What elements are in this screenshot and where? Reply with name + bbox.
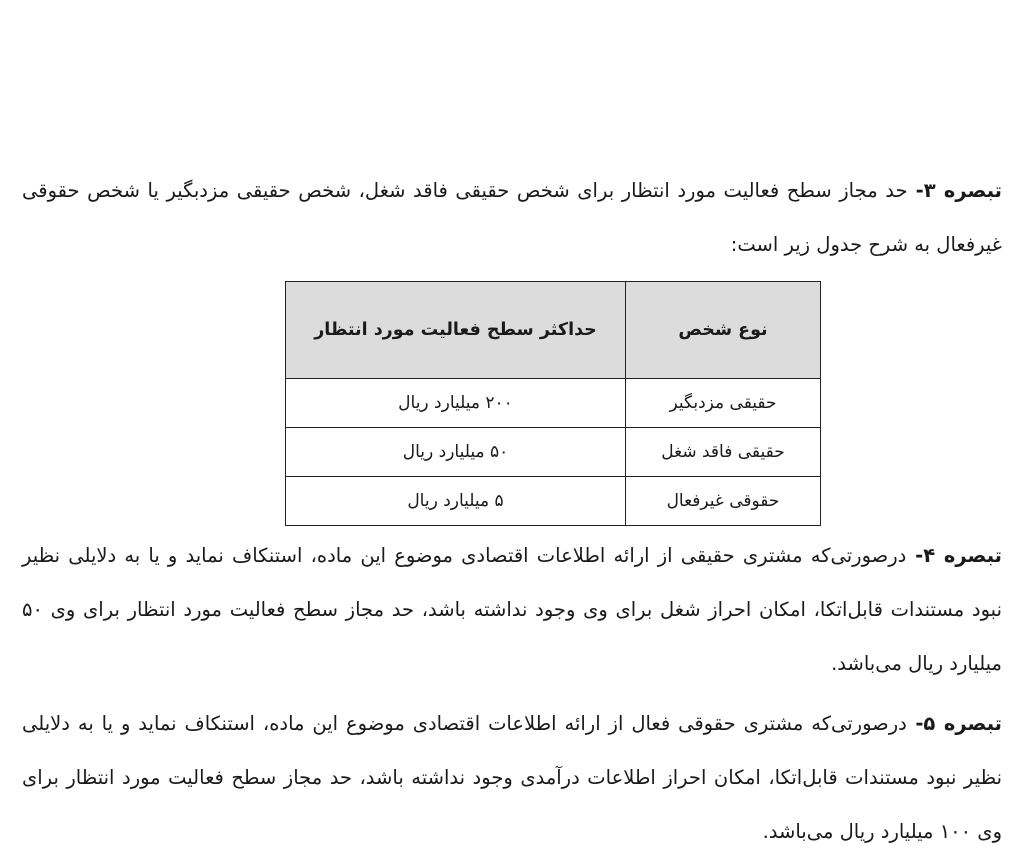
cell-max-level: ۲۰۰ میلیارد ریال	[286, 379, 626, 428]
table-row	[286, 477, 821, 526]
note-3-paragraph	[22, 164, 1002, 272]
header-max-level: حداکثر سطح فعالیت مورد انتظار	[286, 282, 626, 379]
note-4-text: درصورتی‌که مشتری حقیقی از ارائه اطلاعات اقتصادی موضوع این ماده، استنکاف نماید و یا به دلایلی نظیر نبود مستندات قابل‌اتکا، امکان احراز شغل برای وی وجود نداشته باشد، حد مجاز سطح فعالیت مورد انتظار برای وی ۵۰ میلیارد ریال می‌باشد.	[22, 544, 1002, 675]
note-5-text: درصورتی‌که مشتری حقوقی فعال از ارائه اطلاعات اقتصادی موضوع این ماده، استنکاف نماید و یا به دلایلی نظیر نبود مستندات قابل‌اتکا، امکان احراز اطلاعات درآمدی وجود نداشته باشد، حد مجاز سطح فعالیت مورد انتظار برای وی ۱۰۰ میلیارد ریال می‌باشد.	[22, 712, 1002, 843]
cell-max-level: ۵۰ میلیارد ریال	[286, 428, 626, 477]
header-person-type: نوع شخص	[626, 282, 821, 379]
note-5-paragraph	[22, 697, 1002, 859]
cell-person-type: حقیقی مزدبگیر	[626, 379, 821, 428]
activity-limits-table	[285, 281, 821, 526]
cell-person-type: حقیقی فاقد شغل	[626, 428, 821, 477]
table-row	[286, 379, 821, 428]
cell-max-level: ۵ میلیارد ریال	[286, 477, 626, 526]
note-3-text: حد مجاز سطح فعالیت مورد انتظار برای شخص حقیقی فاقد شغل، شخص حقیقی مزدبگیر یا شخص حقوقی غیرفعال به شرح جدول زیر است:	[22, 179, 1002, 256]
table-row	[286, 428, 821, 477]
limits-table-wrapper	[22, 281, 1002, 526]
note-4-label: تبصره ۴-	[906, 544, 1002, 567]
note-3-label: تبصره ۳-	[907, 179, 1002, 202]
document-page	[22, 164, 1002, 859]
table-header-row	[286, 282, 821, 379]
cell-person-type: حقوقی غیرفعال	[626, 477, 821, 526]
note-5-label: تبصره ۵-	[906, 712, 1002, 735]
note-4-paragraph	[22, 529, 1002, 691]
